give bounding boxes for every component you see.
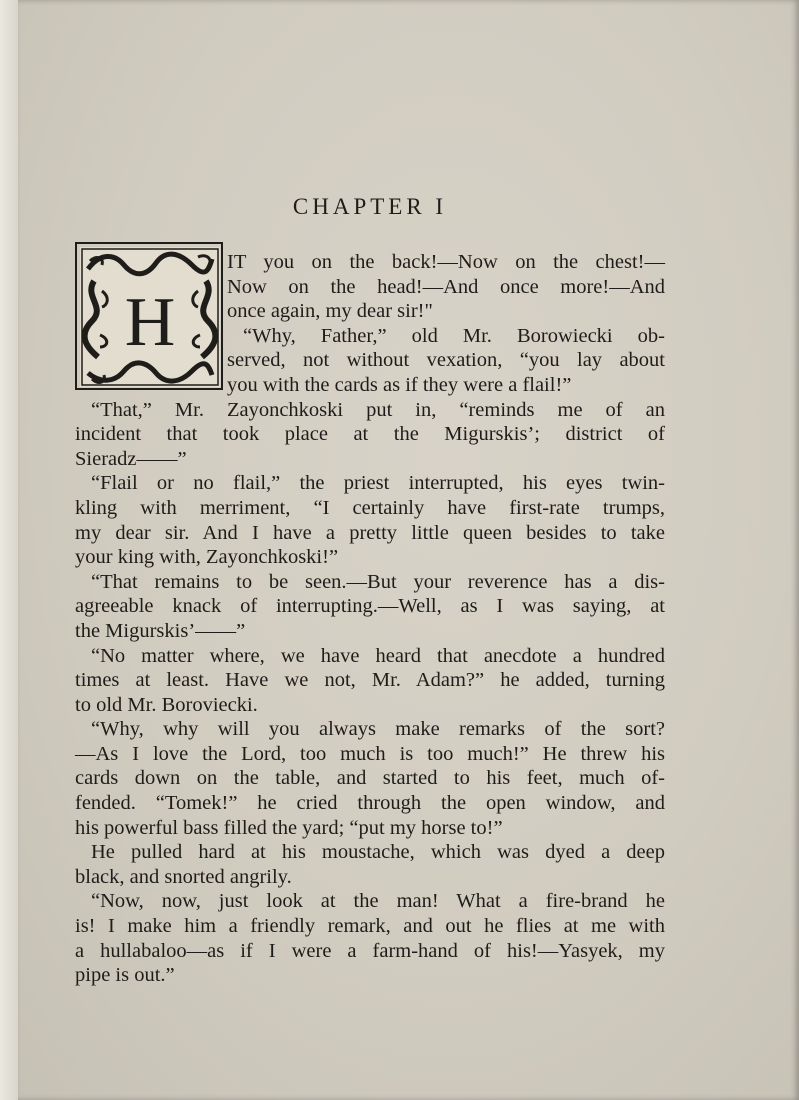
text-line: to old Mr. Boroviecki. xyxy=(75,693,258,716)
paragraph xyxy=(75,840,665,889)
book-gutter xyxy=(0,0,18,1100)
text-line: kling with merriment, “I certainly have first-rate trumps, xyxy=(75,496,665,519)
text-line: once again, my dear sir!" xyxy=(227,300,433,323)
text-line: a hullabaloo—as if I were a farm-hand of his!—Yasyek, my xyxy=(75,939,665,962)
text-line: Now on the head!—And once more!—And xyxy=(227,275,665,298)
paragraph xyxy=(75,717,665,840)
text-line: “Flail or no flail,” the priest interrupted, his eyes twin- xyxy=(91,472,665,495)
text-line: my dear sir. And I have a pretty little queen besides to take xyxy=(75,521,665,544)
text-line: Sieradz——” xyxy=(75,447,187,470)
text-line: is! I make him a friendly remark, and out he flies at me with xyxy=(75,915,665,938)
text-line: “Now, now, just look at the man! What a fire-brand he xyxy=(91,890,665,913)
text-line: you with the cards as if they were a flail!” xyxy=(227,373,572,396)
paragraph xyxy=(75,471,665,569)
paragraph xyxy=(75,570,665,644)
paragraph xyxy=(75,250,665,324)
text-line: He pulled hard at his moustache, which was dyed a deep xyxy=(91,841,665,864)
text-line: served, not without vexation, “you lay about xyxy=(227,349,665,372)
paragraph xyxy=(75,324,665,398)
text-line: black, and snorted angrily. xyxy=(75,865,292,888)
text-line: times at least. Have we not, Mr. Adam?” he added, turning xyxy=(75,669,665,692)
text-line: his powerful bass filled the yard; “put my horse to!” xyxy=(75,816,503,839)
text-line: “Why, Father,” old Mr. Borowiecki ob- xyxy=(243,324,665,347)
text-line: —As I love the Lord, too much is too much!” He threw his xyxy=(75,742,665,765)
text-line: the Migurskis’——” xyxy=(75,619,246,642)
text-line: agreeable knack of interrupting.—Well, as I was saying, at xyxy=(75,595,665,618)
chapter-title: CHAPTER I xyxy=(292,194,448,219)
chapter-body xyxy=(75,250,665,988)
text-line: “No matter where, we have heard that anecdote a hundred xyxy=(91,644,665,667)
text-line: fended. “Tomek!” he cried through the open window, and xyxy=(75,792,665,815)
drop-cap-letter: H xyxy=(124,284,176,361)
text-line: cards down on the table, and started to his feet, much of- xyxy=(75,767,665,790)
text-line: IT you on the back!—Now on the chest!— xyxy=(227,251,665,273)
text-line: “Why, why will you always make remarks of the sort? xyxy=(91,718,665,741)
paragraph xyxy=(75,889,665,987)
text-line: “That,” Mr. Zayonchkoski put in, “reminds me of an xyxy=(91,398,665,421)
text-line: incident that took place at the Migurskis’; district of xyxy=(75,423,665,446)
paragraph xyxy=(75,644,665,718)
text-line: pipe is out.” xyxy=(75,964,175,987)
text-line: your king with, Zayonchkoski!” xyxy=(75,546,339,569)
text-line: “That remains to be seen.—But your reverence has a dis- xyxy=(91,570,665,593)
paragraph xyxy=(75,398,665,472)
